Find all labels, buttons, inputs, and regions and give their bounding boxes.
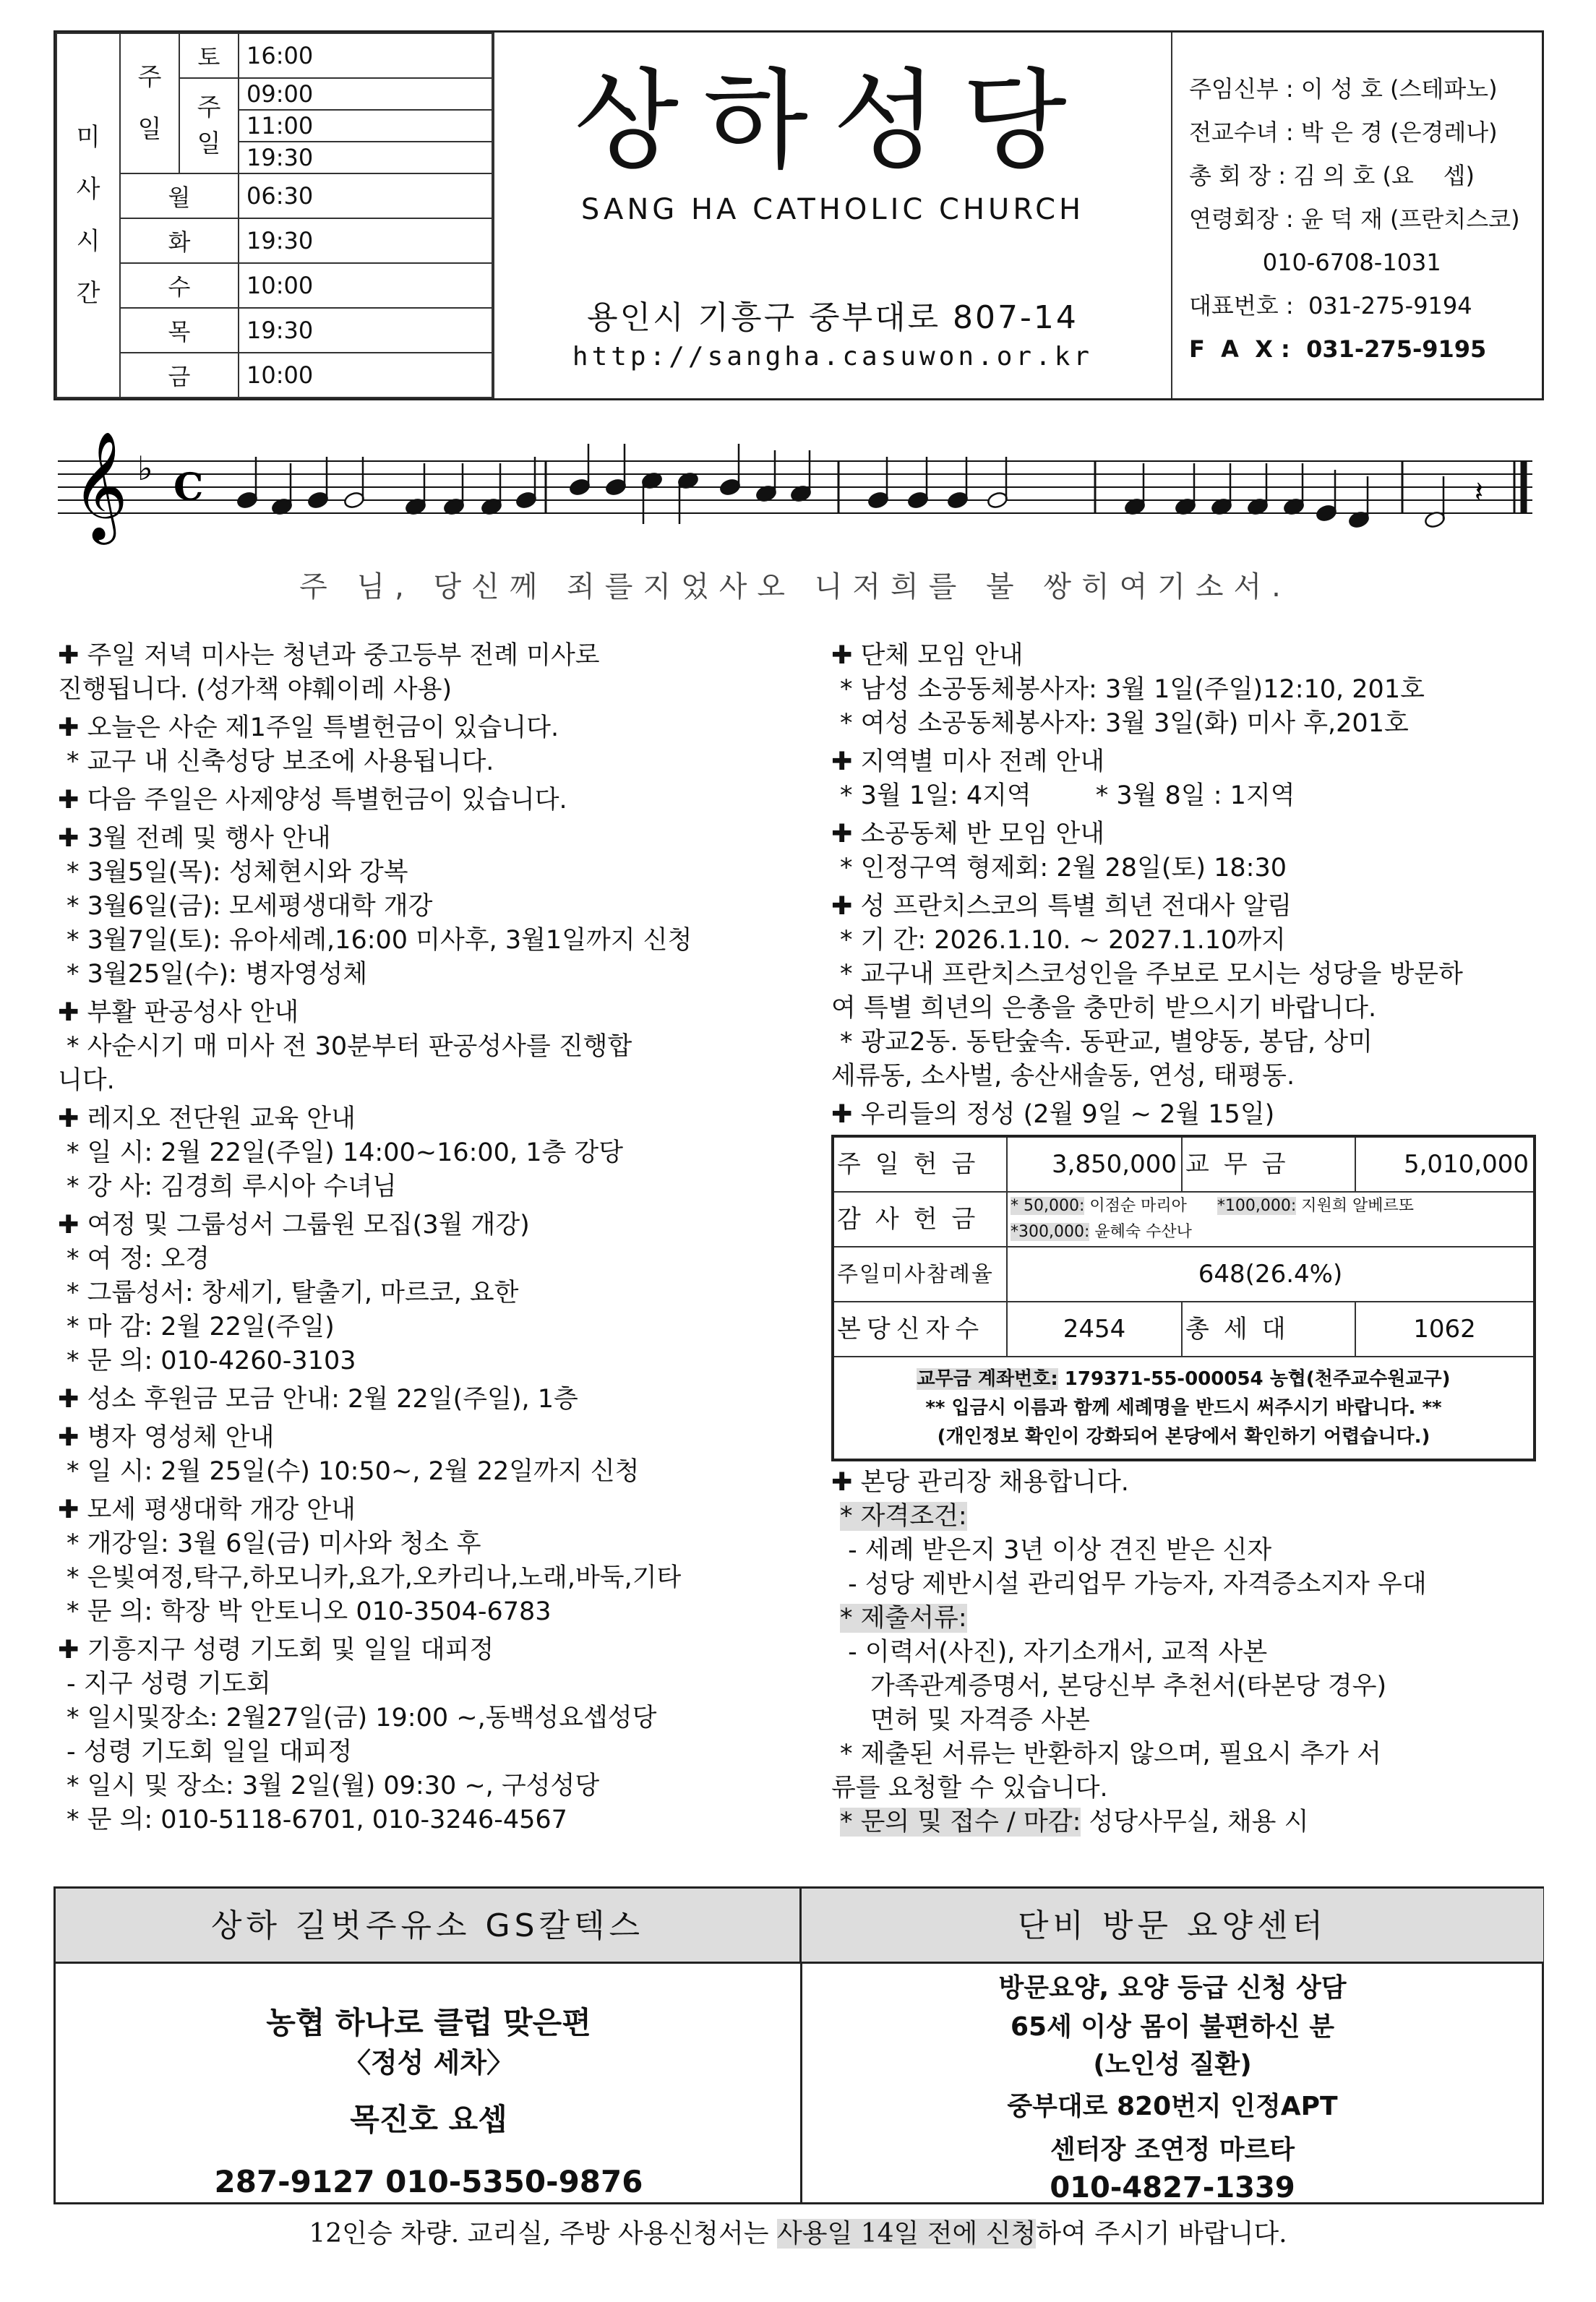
church-name-en: SANG HA CATHOLIC CHURCH xyxy=(580,193,1085,226)
job-posting xyxy=(831,1466,1547,1805)
weekday-label: 화 xyxy=(120,218,239,263)
staff-line: F A X : 031-275-9195 xyxy=(1189,335,1487,363)
announcement-line: - 이력서(사진), 자기소개서, 교적 사본 xyxy=(840,1638,1268,1667)
ad-left-title: 상하 길벗주유소 GS칼텍스 xyxy=(56,1889,802,1964)
weekend-char: 일 xyxy=(137,114,162,144)
attendance-value: 648(26.4%) xyxy=(1007,1247,1535,1302)
saturday-time: 16:00 xyxy=(239,33,492,78)
ad-line: 목진호 요셉 xyxy=(350,2102,507,2137)
sunday-char: 일 xyxy=(197,129,221,158)
announcement-heading: ✚ 우리들의 정성 (2월 9일 ~ 2월 15일) xyxy=(831,1098,1547,1132)
job-contact-text: 성당사무실, 채용 시 xyxy=(1081,1808,1309,1837)
thanks-donor: 이점순 마리아 xyxy=(1084,1197,1187,1215)
announcement-heading: ✚ 모세 평생대학 개강 안내 xyxy=(58,1493,788,1527)
announcement-heading: ✚ 지역별 미사 전례 안내 xyxy=(831,745,1547,779)
job-contact-label: * 문의 및 접수 / 마감: xyxy=(840,1808,1081,1837)
weekday-label: 금 xyxy=(120,353,239,398)
announcement-line: * 은빛여정,탁구,하모니카,요가,오카리나,노래,바둑,기타 xyxy=(66,1563,682,1592)
sunday-offering-value: 3,850,000 xyxy=(1007,1136,1182,1192)
thanks-donor: 윤혜숙 수산나 xyxy=(1089,1223,1192,1241)
weekday-time: 19:30 xyxy=(239,218,492,263)
staff-line: 전교수녀 : 박 은 경 (은경레나) xyxy=(1189,119,1498,146)
mass-time-label xyxy=(56,33,120,398)
announcement-line: * 교구내 프란치스코성인을 주보로 모시는 성당을 방문하 xyxy=(840,960,1463,989)
sunday-char: 주 xyxy=(197,93,221,122)
weekday-label: 수 xyxy=(120,263,239,308)
announcement-heading: ✚ 기흥지구 성령 기도회 및 일일 대피정 xyxy=(58,1633,788,1667)
announcement-line: 면허 및 자격증 사본 xyxy=(870,1706,1090,1735)
common-time-icon: C xyxy=(173,465,204,510)
households-label: 총세대 xyxy=(1182,1302,1355,1357)
announcement-heading: ✚ 레지오 전단원 교육 안내 xyxy=(58,1102,788,1136)
weekday-label: 월 xyxy=(120,173,239,218)
ad-line: 〈정성 세차〉 xyxy=(343,2047,515,2079)
announcement-line: - 성당 제반시설 관리업무 가능자, 자격증소지자 우대 xyxy=(840,1570,1427,1599)
ad-line: 010-4827-1339 xyxy=(1050,2171,1295,2204)
note-head xyxy=(719,478,742,497)
ad-line: 센터장 조연정 마르타 xyxy=(1050,2135,1295,2165)
church-url[interactable]: http://sangha.casuwon.or.kr xyxy=(572,342,1094,372)
announcement-heading: ✚ 3월 전례 및 행사 안내 xyxy=(58,822,788,856)
announcement-line: - 지구 성령 기도회 xyxy=(66,1670,271,1698)
announcement-line: * 여성 소공동체봉사자: 3월 3일(화) 미사 후,201호 xyxy=(840,709,1409,738)
sunday-offering-label: 주일헌금 xyxy=(833,1136,1007,1192)
announcement-line: - 세례 받은지 3년 이상 견진 받은 신자 xyxy=(840,1536,1272,1565)
account-note xyxy=(833,1357,1535,1460)
members-value: 2454 xyxy=(1007,1302,1182,1357)
announcement-line: 진행됩니다. (성가책 야훼이레 사용) xyxy=(58,675,452,704)
staff-line: 연령회장 : 윤 덕 재 (프란치스코) xyxy=(1189,205,1520,233)
sunday-time: 09:00 xyxy=(239,78,492,110)
footer-highlight: 사용일 14일 전에 신청 xyxy=(776,2219,1037,2249)
announcement-line xyxy=(831,1602,1547,1636)
announcement-heading: ✚ 오늘은 사순 제1주일 특별헌금이 있습니다. xyxy=(58,711,788,745)
gyomu-label: 교무금 xyxy=(1182,1136,1355,1192)
sunday-time: 19:30 xyxy=(239,142,492,173)
thanks-donor: 지원희 알베르또 xyxy=(1296,1197,1415,1215)
rest-icon: 𝄽 xyxy=(1475,476,1484,509)
staff-list xyxy=(1189,67,1543,371)
announcement-heading: ✚ 단체 모임 안내 xyxy=(831,639,1547,673)
announcement-line: * 3월 1일: 4지역 * 3월 8일 : 1지역 xyxy=(840,781,1295,810)
announcement-line: * 남성 소공동체봉사자: 3월 1일(주일)12:10, 201호 xyxy=(840,675,1425,704)
thanks-offering-label: 감사헌금 xyxy=(833,1192,1007,1247)
church-title-block xyxy=(493,33,1172,398)
announcement-line: * 3월25일(수): 병자영성체 xyxy=(66,960,368,989)
announcement-heading: ✚ 성소 후원금 모금 안내: 2월 22일(주일), 1층 xyxy=(58,1383,788,1417)
announcement-line: * 인정구역 형제회: 2월 28일(토) 18:30 xyxy=(840,854,1287,882)
announcement-heading: ✚ 병자 영성체 안내 xyxy=(58,1421,788,1455)
weekday-time: 06:30 xyxy=(239,173,492,218)
announcement-line: * 문 의: 010-5118-6701, 010-3246-4567 xyxy=(66,1805,567,1834)
left-column xyxy=(58,635,788,1837)
treble-clef-icon: 𝄞 xyxy=(72,430,128,540)
thanks-amount: * 50,000: xyxy=(1011,1197,1085,1215)
announcement-line: 여 특별 희년의 은총을 충만히 받으시기 바랍니다. xyxy=(831,994,1377,1023)
weekday-time: 10:00 xyxy=(239,353,492,398)
ad-line: 중부대로 820번지 인정APT xyxy=(1007,2092,1338,2121)
side-char: 시 xyxy=(76,227,100,256)
note-head xyxy=(987,491,1009,510)
highlight-label: * 자격조건: xyxy=(840,1502,967,1531)
announcement-line: * 3월6일(금): 모세평생대학 개강 xyxy=(66,892,433,921)
note-head xyxy=(947,491,969,510)
footer-note xyxy=(0,2213,1596,2250)
mass-schedule xyxy=(56,33,493,398)
ad-right-title: 단비 방문 요양센터 xyxy=(802,1889,1543,1964)
announcement-line: * 일 시: 2월 25일(수) 10:50~, 2월 22일까지 신청 xyxy=(66,1457,640,1486)
account-label: 교무금 계좌번호: xyxy=(917,1368,1058,1390)
staff-line: 대표번호 : 031-275-9194 xyxy=(1189,292,1472,319)
announcement-line: 류를 요청할 수 있습니다. xyxy=(831,1774,1108,1803)
announcement-heading: ✚ 성 프란치스코의 특별 희년 전대사 알림 xyxy=(831,890,1547,924)
ad-line: 287-9127 010-5350-9876 xyxy=(214,2164,643,2199)
announcement-line: * 3월7일(토): 유아세례,16:00 미사후, 3월1일까지 신청 xyxy=(66,926,692,955)
highlight-label: * 제출서류: xyxy=(840,1604,967,1633)
announcement-line: * 여 정: 오경 xyxy=(66,1245,210,1274)
ad-right-body xyxy=(802,1968,1543,2205)
announcement-line: * 문 의: 학장 박 안토니오 010-3504-6783 xyxy=(66,1597,552,1626)
note-head xyxy=(605,478,627,497)
ad-left-body xyxy=(56,1975,802,2204)
thanks-amount: *300,000: xyxy=(1011,1223,1090,1241)
account-note-line: ** 입금시 이름과 함께 세례명을 반드시 써주시기 바랍니다. ** xyxy=(925,1397,1442,1419)
side-char: 사 xyxy=(76,175,100,204)
job-contact xyxy=(831,1805,1547,1839)
thanks-offering-list xyxy=(1007,1192,1535,1247)
ad-line: 농협 하나로 클럽 맞은편 xyxy=(266,2005,591,2040)
announcement-line: * 제출된 서류는 반환하지 않으며, 필요시 추가 서 xyxy=(840,1740,1381,1769)
weekend-label xyxy=(120,33,179,173)
announcement-line: * 개강일: 3월 6일(금) 미사와 청소 후 xyxy=(66,1529,481,1558)
announcement-line: * 일시및장소: 2월27일(금) 19:00 ~,동백성요셉성당 xyxy=(66,1704,657,1732)
announcement-line: 가족관계증명서, 본당신부 추천서(타본당 경우) xyxy=(870,1672,1387,1701)
announcement-line: * 일 시: 2월 22일(주일) 14:00~16:00, 1층 강당 xyxy=(66,1138,624,1167)
note-head xyxy=(236,491,259,510)
announcement-line: * 강 사: 김경희 루시아 수녀님 xyxy=(66,1172,397,1201)
bulletin-header xyxy=(53,30,1544,400)
ad-line: 65세 이상 몸이 불편하신 분 xyxy=(1011,2012,1334,2042)
account-number: 179371-55-000054 농협(천주교수원교구) xyxy=(1057,1368,1451,1390)
announcement-line: * 사순시기 매 미사 전 30분부터 판공성사를 진행합 xyxy=(66,1032,632,1061)
announcement-line: * 일시 및 장소: 3월 2일(월) 09:30 ~, 구성성당 xyxy=(66,1771,600,1800)
right-announcements xyxy=(831,639,1547,1132)
account-note-line: (개인정보 확인이 강화되어 본당에서 확인하기 어렵습니다.) xyxy=(937,1426,1430,1448)
footer-text: 하여 주시기 바랍니다. xyxy=(1036,2219,1287,2249)
flat-icon: ♭ xyxy=(137,449,153,488)
announcement-line: 니다. xyxy=(58,1066,115,1095)
announcement-heading: ✚ 부활 판공성사 안내 xyxy=(58,996,788,1030)
note-head xyxy=(515,491,538,510)
notes xyxy=(236,444,1446,529)
announcement-line: * 그룹성서: 창세기, 탈출기, 마르코, 요한 xyxy=(66,1279,519,1307)
ad-line: 방문요양, 요양 등급 신청 상담 xyxy=(998,1973,1347,2003)
announcement-line: 세류동, 소사벌, 송산새솔동, 연성, 태평동. xyxy=(831,1062,1295,1091)
ad-line: (노인성 질환) xyxy=(1093,2050,1252,2079)
gyomu-value: 5,010,000 xyxy=(1355,1136,1535,1192)
announcement-heading: ✚ 다음 주일은 사제양성 특별헌금이 있습니다. xyxy=(58,783,788,817)
church-address: 용인시 기흥구 중부대로 807-14 xyxy=(587,299,1078,336)
members-label: 본당신자수 xyxy=(833,1302,1007,1357)
sunday-time: 11:00 xyxy=(239,110,492,142)
church-name-ko: 상하성당 xyxy=(574,59,1091,184)
saturday-label: 토 xyxy=(179,33,239,78)
right-column xyxy=(831,635,1547,1839)
announcement-line xyxy=(831,1500,1547,1534)
households-value: 1062 xyxy=(1355,1302,1535,1357)
announcement-heading: ✚ 여정 및 그룹성서 그룹원 모집(3월 개강) xyxy=(58,1208,788,1242)
note-head xyxy=(307,491,330,510)
score-lyrics: 주 님, 당신께 죄를지었사오 니저희를 불 쌍히여기소서. xyxy=(299,570,1291,604)
staff-line: 총 회 장 : 김 의 호 (요 셉) xyxy=(1189,162,1475,189)
announcement-line: - 성령 기도회 일일 대피정 xyxy=(66,1738,353,1766)
weekday-time: 10:00 xyxy=(239,263,492,308)
announcement-line: * 기 간: 2026.1.10. ~ 2027.1.10까지 xyxy=(840,926,1286,955)
music-score xyxy=(58,425,1532,562)
mass-schedule-table xyxy=(56,33,493,398)
staff-line: 010-6708-1031 xyxy=(1189,249,1441,276)
weekday-label: 목 xyxy=(120,308,239,353)
note-head xyxy=(1316,504,1338,523)
announcement-line: * 3월5일(목): 성체현시와 강복 xyxy=(66,858,408,887)
announcement-line: * 문 의: 010-4260-3103 xyxy=(66,1347,356,1375)
announcement-line: * 광교2동. 동탄숲속. 동판교, 별양동, 봉담, 상미 xyxy=(840,1028,1373,1057)
offering-table xyxy=(831,1135,1536,1461)
side-char: 간 xyxy=(76,279,100,308)
attendance-label: 주일미사참례율 xyxy=(833,1247,1007,1302)
sunday-label xyxy=(179,78,239,173)
weekday-time: 19:30 xyxy=(239,308,492,353)
announcement-heading: ✚ 본당 관리장 채용합니다. xyxy=(831,1466,1547,1500)
weekend-char: 주 xyxy=(137,62,162,92)
announcement-line: * 교구 내 신축성당 보조에 사용됩니다. xyxy=(66,747,494,776)
footer-text: 12인승 차량. 교리실, 주방 사용신청서는 xyxy=(309,2219,777,2249)
announcement-heading: ✚ 소공동체 반 모임 안내 xyxy=(831,817,1547,851)
note-head xyxy=(343,491,366,510)
staff-line: 주임신부 : 이 성 호 (스테파노) xyxy=(1189,75,1498,103)
note-head xyxy=(907,491,930,510)
thanks-amount: *100,000: xyxy=(1217,1197,1297,1215)
side-char: 미 xyxy=(76,123,100,152)
note-head xyxy=(569,478,591,497)
ads-box xyxy=(53,1886,1544,2204)
note-head xyxy=(867,491,890,510)
announcement-heading: ✚ 주일 저녁 미사는 청년과 중고등부 전례 미사로 xyxy=(58,639,788,673)
announcement-line: * 마 감: 2월 22일(주일) xyxy=(66,1313,335,1341)
